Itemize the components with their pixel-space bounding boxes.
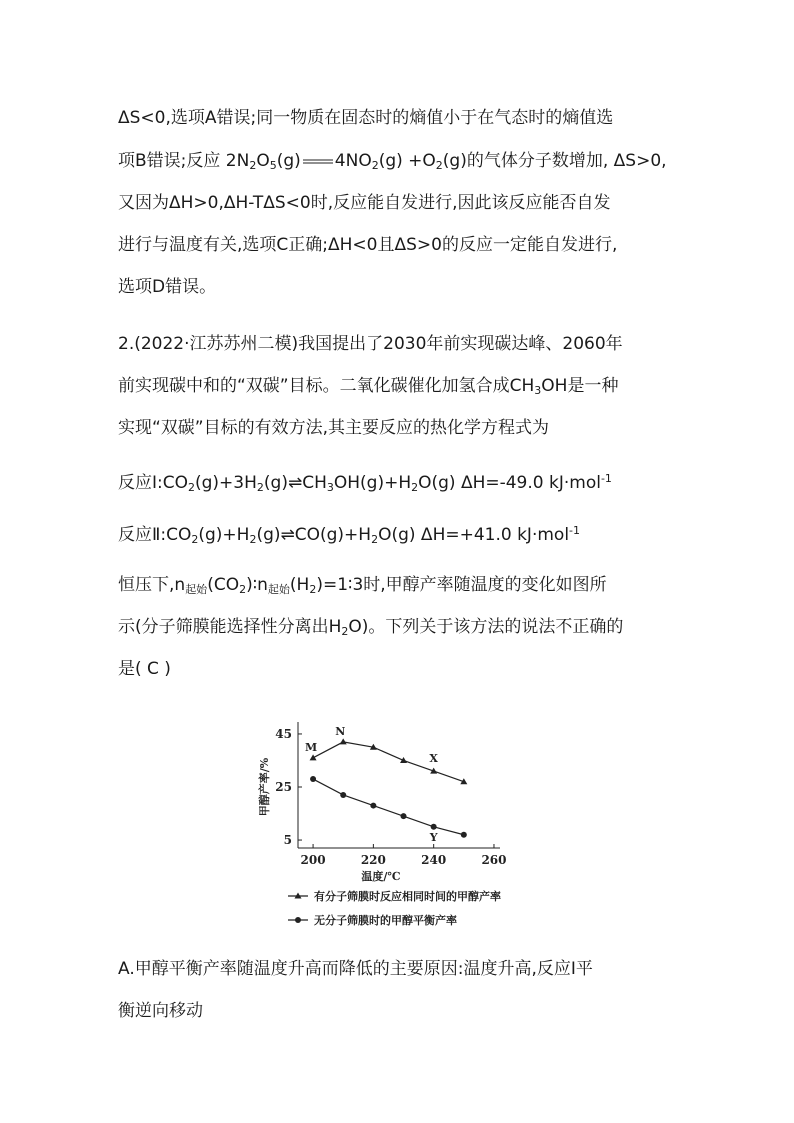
data-point-circle [310, 776, 316, 782]
option-a-line-1: A.甲醇平衡产率随温度升高而降低的主要原因:温度升高,反应Ⅰ平 [118, 959, 593, 979]
question-line-1: 2.(2022·江苏苏州二模)我国提出了2030年前实现碳达峰、2060年 [118, 334, 623, 354]
series-line-2 [313, 779, 464, 835]
x-tick-label: 260 [481, 853, 507, 867]
condition-line-2: 示(分子筛膜能选择性分离出$H_2O$)。下列关于该方法的说法不正确的 [118, 617, 624, 638]
condition-line-1: 恒压下,n起始$(CO_2)∶n$起始$(H_2)=1∶3$时,甲醇产率随温度的变化如图所 [118, 575, 607, 596]
point-label-N: N [335, 724, 346, 738]
x-tick-label: 200 [300, 853, 326, 867]
legend-label-1: 有分子筛膜时反应相同时间的甲醇产率 [314, 890, 501, 903]
solution-line-3: 又因为ΔH>0,ΔH-TΔS<0时,反应能自发进行,因此该反应能否自发 [118, 193, 611, 213]
y-tick-label: 45 [275, 726, 292, 741]
question-line-3: 实现“双碳”目标的有效方法,其主要反应的热化学方程式为 [118, 418, 550, 438]
data-point-circle [461, 832, 467, 838]
solution-line-5: 选项D错误。 [118, 277, 217, 297]
reaction-1: 反应$Ⅰ:CO_2(g)+3H_2(g)\rightleftharpoons CH_3OH(g)+H_2O(g)$ ΔH=-49.0 kJ·mol$^{-1}$ [118, 472, 612, 494]
data-point-triangle [310, 754, 317, 760]
reaction-2: 反应$Ⅱ:CO_2(g)+H_2(g)\rightleftharpoons CO(g)+H_2O(g)$ ΔH=+41.0 kJ·mol$^{-1}$ [118, 524, 581, 546]
data-point-triangle [340, 738, 347, 744]
legend-marker-circle [295, 917, 301, 923]
chart-svg [250, 712, 550, 932]
x-tick-label: 240 [421, 853, 447, 867]
equals-arrow-icon [301, 156, 335, 166]
y-tick-label: 5 [283, 833, 292, 848]
point-label-M: M [304, 740, 318, 754]
point-label-X: X [429, 752, 438, 766]
data-point-circle [401, 813, 407, 819]
legend-label-2: 无分子筛膜时的甲醇平衡产率 [314, 914, 457, 927]
y-tick-label: 25 [275, 780, 292, 794]
question-line-2: 前实现碳中和的“双碳”目标。二氧化碳催化加氢合成$CH_3OH$是一种 [118, 376, 619, 397]
x-axis-label: 温度/℃ [361, 870, 401, 883]
data-point-circle [431, 824, 437, 830]
answer-line: 是( C ) [118, 659, 171, 679]
series-line-1 [313, 742, 464, 782]
solution-line-2: 项B错误;反应 $2N_2O_5(g)$ $4NO_2(g) +O_2(g)$的气体分子数增加, ΔS>0, [118, 151, 667, 172]
solution-line-1: ΔS<0,选项A错误;同一物质在固态时的熵值小于在气态时的熵值选 [118, 108, 614, 128]
methanol-yield-chart [250, 712, 550, 932]
data-point-circle [340, 792, 346, 798]
y-axis-label: 甲醇产率/% [258, 757, 271, 817]
option-a-line-2: 衡逆向移动 [118, 1001, 203, 1021]
data-point-circle [370, 803, 376, 809]
x-tick-label: 220 [360, 853, 386, 867]
point-label-Y: Y [429, 830, 438, 844]
solution-line-4: 进行与温度有关,选项C正确;ΔH<0且ΔS>0的反应一定能自发进行, [118, 235, 618, 255]
